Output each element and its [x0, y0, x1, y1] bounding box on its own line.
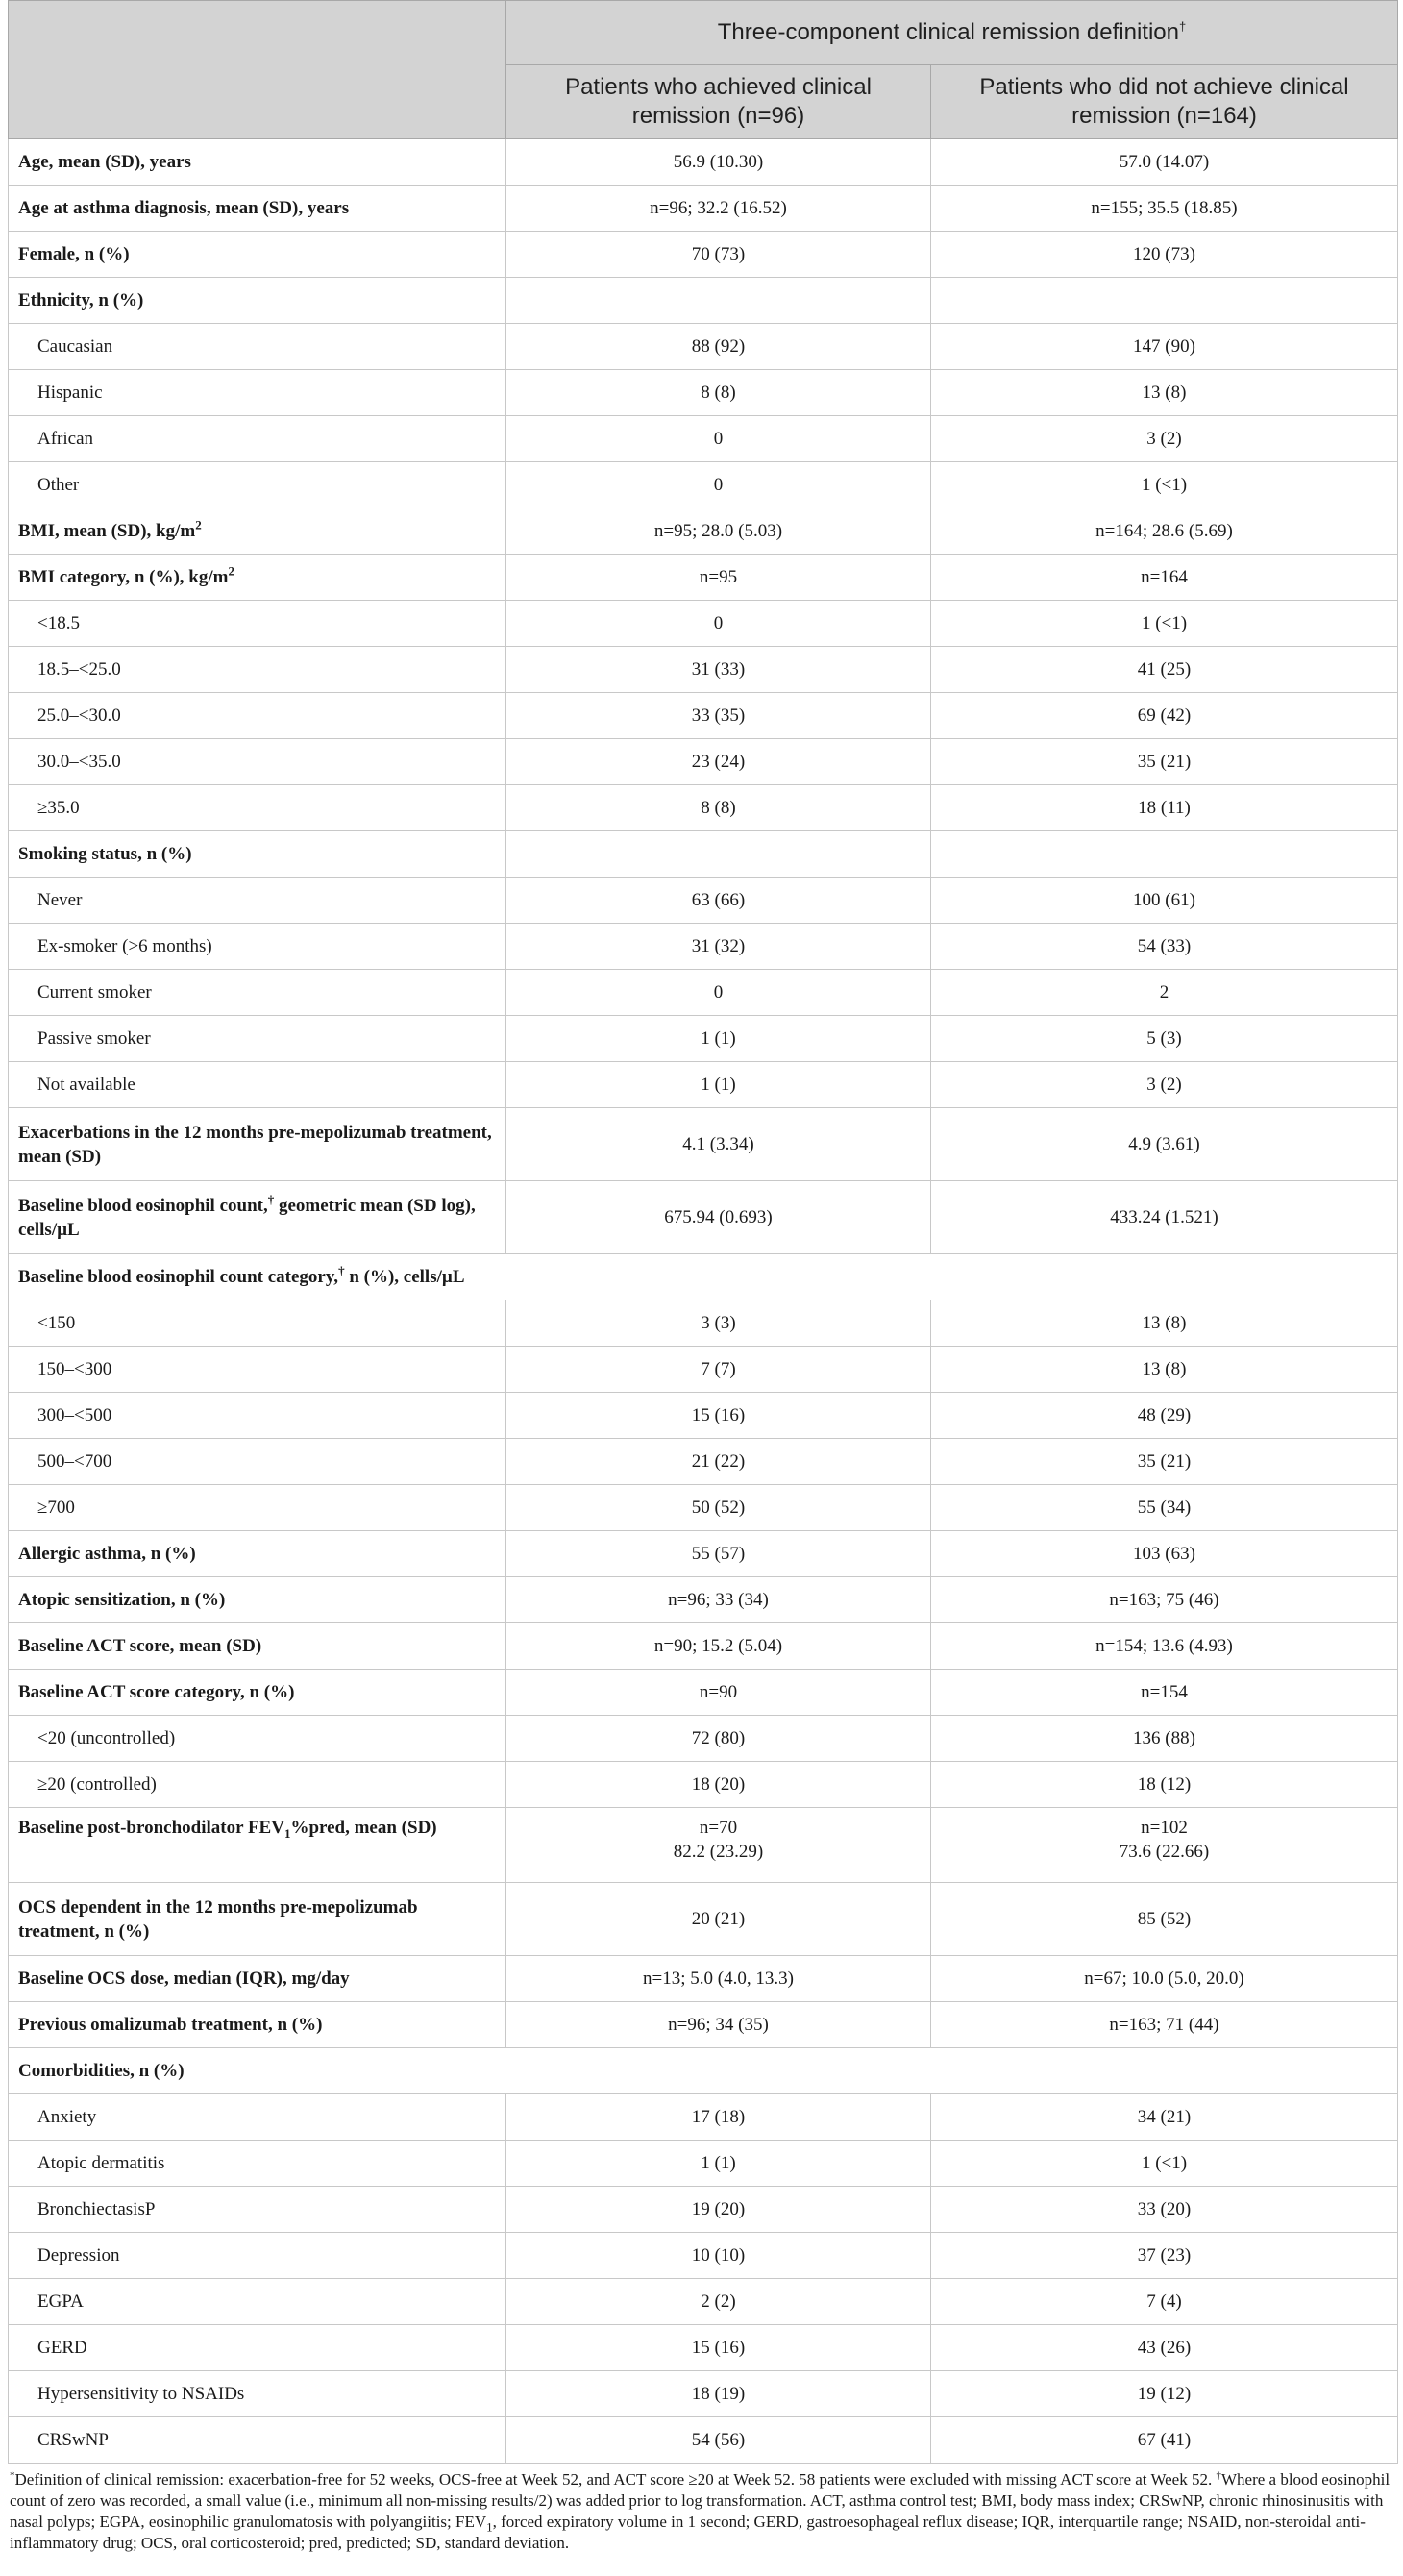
cell-not-achieved: 43 (26): [931, 2325, 1398, 2371]
cell-achieved: [506, 1808, 931, 1883]
cell-achieved: 31 (33): [506, 647, 931, 693]
cell-not-achieved: 57.0 (14.07): [931, 139, 1398, 186]
cell-achieved: 88 (92): [506, 324, 931, 370]
cell-achieved: n=96; 33 (34): [506, 1577, 931, 1623]
cell-achieved: 31 (32): [506, 924, 931, 970]
cell-achieved: n=95; 28.0 (5.03): [506, 508, 931, 555]
cell-not-achieved: 1 (<1): [931, 462, 1398, 508]
cell-not-achieved: 2: [931, 970, 1398, 1016]
row-label: Atopic dermatitis: [9, 2141, 506, 2187]
table-row: [9, 1062, 1398, 1108]
table-row: [9, 924, 1398, 970]
header-group-title: Three-component clinical remission definition†: [506, 1, 1398, 65]
cell-not-achieved: n=164: [931, 555, 1398, 601]
row-label: 25.0–<30.0: [9, 693, 506, 739]
table-row: [9, 1254, 1398, 1300]
cell-achieved: 19 (20): [506, 2187, 931, 2233]
row-label: 30.0–<35.0: [9, 739, 506, 785]
row-label: Baseline blood eosinophil count category,† n (%), cells/µL: [9, 1254, 1398, 1300]
row-label: Current smoker: [9, 970, 506, 1016]
table-row: [9, 1956, 1398, 2002]
table-footnote: *Definition of clinical remission: exacerbation-free for 52 weeks, OCS-free at Week 52, and ACT score ≥20 at Week 52. 58 patients were excluded with missing ACT score at Week 52. †Where a blood eosinophil count of zero was recorded, a small value (i.e., minimum all non-missing results/2) was added prior to log transformation. ACT, asthma control test; BMI, body mass index; CRSwNP, chronic rhinosinusitis with nasal polyps; EGPA, eosinophilic granulomatosis with polyangiitis; $FEV_1$, forced expiratory volume in 1 second; GERD, gastroesophageal reflux disease; IQR, interquartile range; NSAID, non-steroidal anti-inflammatory drug; OCS, oral corticosteroid; pred, predicted; SD, standard deviation.: [10, 2469, 1391, 2552]
row-label: Depression: [9, 2233, 506, 2279]
cell-achieved: 8 (8): [506, 785, 931, 831]
cell-achieved: n=96; 32.2 (16.52): [506, 186, 931, 232]
row-label: Other: [9, 462, 506, 508]
cell-not-achieved: 48 (29): [931, 1393, 1398, 1439]
cell-not-achieved: 103 (63): [931, 1531, 1398, 1577]
row-label: <150: [9, 1300, 506, 1347]
cell-achieved: 2 (2): [506, 2279, 931, 2325]
cell-not-achieved: 35 (21): [931, 739, 1398, 785]
cell-not-achieved: 34 (21): [931, 2094, 1398, 2141]
cell-not-achieved: 67 (41): [931, 2417, 1398, 2464]
cell-not-achieved: n=67; 10.0 (5.0, 20.0): [931, 1956, 1398, 2002]
cell-achieved: 0: [506, 970, 931, 1016]
cell-not-achieved: 54 (33): [931, 924, 1398, 970]
table-row: [9, 232, 1398, 278]
cell-achieved: 10 (10): [506, 2233, 931, 2279]
table-row: [9, 1623, 1398, 1670]
row-label: Anxiety: [9, 2094, 506, 2141]
cell-achieved: n=96; 34 (35): [506, 2002, 931, 2048]
row-label: Baseline blood eosinophil count,† geometric mean (SD log), cells/µL: [9, 1181, 506, 1254]
cell-not-achieved: [931, 1808, 1398, 1883]
row-label: Baseline post-bronchodilator $FEV_1\%pred$, mean (SD): [9, 1808, 506, 1883]
cell-n: n=70: [699, 1818, 738, 1838]
header-blank-cell: [9, 1, 506, 139]
cell-not-achieved: 100 (61): [931, 878, 1398, 924]
cell-not-achieved: 7 (4): [931, 2279, 1398, 2325]
table-row: [9, 1485, 1398, 1531]
cell-achieved: 1 (1): [506, 2141, 931, 2187]
cell-not-achieved: 18 (12): [931, 1762, 1398, 1808]
table-row: [9, 462, 1398, 508]
cell-achieved: 23 (24): [506, 739, 931, 785]
cell-achieved: 63 (66): [506, 878, 931, 924]
cell-not-achieved: 1 (<1): [931, 2141, 1398, 2187]
row-label: Baseline OCS dose, median (IQR), mg/day: [9, 1956, 506, 2002]
cell-achieved: 1 (1): [506, 1062, 931, 1108]
row-label: Hypersensitivity to NSAIDs: [9, 2371, 506, 2417]
cell-achieved: 15 (16): [506, 1393, 931, 1439]
table-row: [9, 1181, 1398, 1254]
row-label: Baseline ACT score category, n (%): [9, 1670, 506, 1716]
table-row: [9, 601, 1398, 647]
cell-achieved: 675.94 (0.693): [506, 1181, 931, 1254]
cell-achieved: 0: [506, 416, 931, 462]
row-label: GERD: [9, 2325, 506, 2371]
table-row: [9, 1808, 1398, 1883]
row-label: CRSwNP: [9, 2417, 506, 2464]
table-row: [9, 2187, 1398, 2233]
cell-achieved: 18 (19): [506, 2371, 931, 2417]
cell-achieved: 70 (73): [506, 232, 931, 278]
row-label: Atopic sensitization, n (%): [9, 1577, 506, 1623]
table-row: [9, 1883, 1398, 1956]
cell-not-achieved: 13 (8): [931, 370, 1398, 416]
cell-not-achieved: 19 (12): [931, 2371, 1398, 2417]
table-row: [9, 878, 1398, 924]
cell-value: 82.2 (23.29): [673, 1842, 764, 1862]
cell-achieved: 21 (22): [506, 1439, 931, 1485]
cell-achieved: 18 (20): [506, 1762, 931, 1808]
cell-not-achieved: 41 (25): [931, 647, 1398, 693]
cell-not-achieved: n=154: [931, 1670, 1398, 1716]
row-label: Not available: [9, 1062, 506, 1108]
row-label: ≥35.0: [9, 785, 506, 831]
table-row: [9, 416, 1398, 462]
cell-not-achieved: 13 (8): [931, 1347, 1398, 1393]
row-label: Exacerbations in the 12 months pre-mepolizumab treatment, mean (SD): [9, 1108, 506, 1181]
table-row: [9, 2417, 1398, 2464]
row-label: 500–<700: [9, 1439, 506, 1485]
cell-not-achieved: 35 (21): [931, 1439, 1398, 1485]
row-label: Previous omalizumab treatment, n (%): [9, 2002, 506, 2048]
table-row: [9, 1393, 1398, 1439]
table-row: [9, 2094, 1398, 2141]
table-row: [9, 2002, 1398, 2048]
cell-not-achieved: 147 (90): [931, 324, 1398, 370]
row-label: BMI category, n (%), $kg/m^2$: [9, 555, 506, 601]
table-row: [9, 693, 1398, 739]
cell-achieved: [506, 831, 931, 878]
row-label: 300–<500: [9, 1393, 506, 1439]
row-label: Ethnicity, n (%): [9, 278, 506, 324]
table-row: [9, 739, 1398, 785]
cell-not-achieved: 33 (20): [931, 2187, 1398, 2233]
cell-achieved: 0: [506, 462, 931, 508]
row-label: <20 (uncontrolled): [9, 1716, 506, 1762]
row-label: Age at asthma diagnosis, mean (SD), years: [9, 186, 506, 232]
cell-not-achieved: 1 (<1): [931, 601, 1398, 647]
cell-not-achieved: 5 (3): [931, 1016, 1398, 1062]
row-label: <18.5: [9, 601, 506, 647]
table-row: [9, 1670, 1398, 1716]
cell-achieved: 17 (18): [506, 2094, 931, 2141]
row-label: BMI, mean (SD), $kg/m^2$: [9, 508, 506, 555]
cell-not-achieved: n=164; 28.6 (5.69): [931, 508, 1398, 555]
table-row: [9, 139, 1398, 186]
cell-achieved: 56.9 (10.30): [506, 139, 931, 186]
cell-not-achieved: 69 (42): [931, 693, 1398, 739]
row-label: Comorbidities, n (%): [9, 2048, 1398, 2094]
table-row: [9, 370, 1398, 416]
row-label: Female, n (%): [9, 232, 506, 278]
row-label: 150–<300: [9, 1347, 506, 1393]
cell-achieved: 15 (16): [506, 2325, 931, 2371]
cell-not-achieved: 13 (8): [931, 1300, 1398, 1347]
row-label: Baseline ACT score, mean (SD): [9, 1623, 506, 1670]
cell-value: 73.6 (22.66): [1119, 1842, 1210, 1862]
baseline-characteristics-table: [8, 0, 1398, 2464]
cell-achieved: 3 (3): [506, 1300, 931, 1347]
row-label: Never: [9, 878, 506, 924]
table-row: [9, 2371, 1398, 2417]
cell-not-achieved: n=155; 35.5 (18.85): [931, 186, 1398, 232]
row-label: Passive smoker: [9, 1016, 506, 1062]
table-row: [9, 2325, 1398, 2371]
row-label: BronchiectasisP: [9, 2187, 506, 2233]
table-row: [9, 1716, 1398, 1762]
row-label: Age, mean (SD), years: [9, 139, 506, 186]
cell-achieved: 50 (52): [506, 1485, 931, 1531]
cell-achieved: 20 (21): [506, 1883, 931, 1956]
cell-not-achieved: 120 (73): [931, 232, 1398, 278]
table-row: [9, 2048, 1398, 2094]
cell-not-achieved: n=154; 13.6 (4.93): [931, 1623, 1398, 1670]
table-row: [9, 1577, 1398, 1623]
table-row: [9, 1300, 1398, 1347]
cell-not-achieved: 85 (52): [931, 1883, 1398, 1956]
cell-achieved: 55 (57): [506, 1531, 931, 1577]
cell-achieved: 54 (56): [506, 2417, 931, 2464]
cell-not-achieved: 4.9 (3.61): [931, 1108, 1398, 1181]
cell-not-achieved: 37 (23): [931, 2233, 1398, 2279]
cell-achieved: n=90; 15.2 (5.04): [506, 1623, 931, 1670]
row-label: African: [9, 416, 506, 462]
table-row: [9, 2141, 1398, 2187]
table-row: [9, 555, 1398, 601]
cell-not-achieved: [931, 278, 1398, 324]
row-label: 18.5–<25.0: [9, 647, 506, 693]
table-row: [9, 647, 1398, 693]
table-row: [9, 1762, 1398, 1808]
table-row: [9, 1347, 1398, 1393]
cell-achieved: 1 (1): [506, 1016, 931, 1062]
table-row: [9, 1439, 1398, 1485]
table-row: [9, 1016, 1398, 1062]
table-row: [9, 186, 1398, 232]
cell-not-achieved: [931, 831, 1398, 878]
cell-not-achieved: 433.24 (1.521): [931, 1181, 1398, 1254]
table-row: [9, 785, 1398, 831]
row-label: Hispanic: [9, 370, 506, 416]
cell-achieved: 8 (8): [506, 370, 931, 416]
row-label: ≥20 (controlled): [9, 1762, 506, 1808]
table-row: [9, 831, 1398, 878]
cell-achieved: [506, 278, 931, 324]
table-header: [9, 1, 1398, 139]
cell-achieved: 72 (80): [506, 1716, 931, 1762]
cell-not-achieved: n=163; 75 (46): [931, 1577, 1398, 1623]
table-row: [9, 508, 1398, 555]
row-label: ≥700: [9, 1485, 506, 1531]
row-label: EGPA: [9, 2279, 506, 2325]
cell-achieved: n=90: [506, 1670, 931, 1716]
cell-achieved: n=95: [506, 555, 931, 601]
cell-achieved: 4.1 (3.34): [506, 1108, 931, 1181]
row-label: Allergic asthma, n (%): [9, 1531, 506, 1577]
table-row: [9, 324, 1398, 370]
table-row: [9, 970, 1398, 1016]
header-col-not-achieved: Patients who did not achieve clinical remission (n=164): [931, 65, 1398, 139]
row-label: Caucasian: [9, 324, 506, 370]
table-container: [8, 0, 1397, 2554]
cell-not-achieved: 55 (34): [931, 1485, 1398, 1531]
table-row: [9, 278, 1398, 324]
cell-n: n=102: [1141, 1818, 1188, 1838]
cell-achieved: 7 (7): [506, 1347, 931, 1393]
cell-achieved: 0: [506, 601, 931, 647]
header-col-achieved: Patients who achieved clinical remission (n=96): [506, 65, 931, 139]
cell-not-achieved: 3 (2): [931, 1062, 1398, 1108]
row-label: Ex-smoker (>6 months): [9, 924, 506, 970]
row-label: Smoking status, n (%): [9, 831, 506, 878]
cell-not-achieved: 18 (11): [931, 785, 1398, 831]
table-row: [9, 2279, 1398, 2325]
table-row: [9, 1531, 1398, 1577]
table-body: [9, 139, 1398, 2464]
cell-not-achieved: 136 (88): [931, 1716, 1398, 1762]
cell-not-achieved: n=163; 71 (44): [931, 2002, 1398, 2048]
row-label: OCS dependent in the 12 months pre-mepolizumab treatment, n (%): [9, 1883, 506, 1956]
cell-not-achieved: 3 (2): [931, 416, 1398, 462]
cell-achieved: n=13; 5.0 (4.0, 13.3): [506, 1956, 931, 2002]
table-row: [9, 2233, 1398, 2279]
table-row: [9, 1108, 1398, 1181]
cell-achieved: 33 (35): [506, 693, 931, 739]
